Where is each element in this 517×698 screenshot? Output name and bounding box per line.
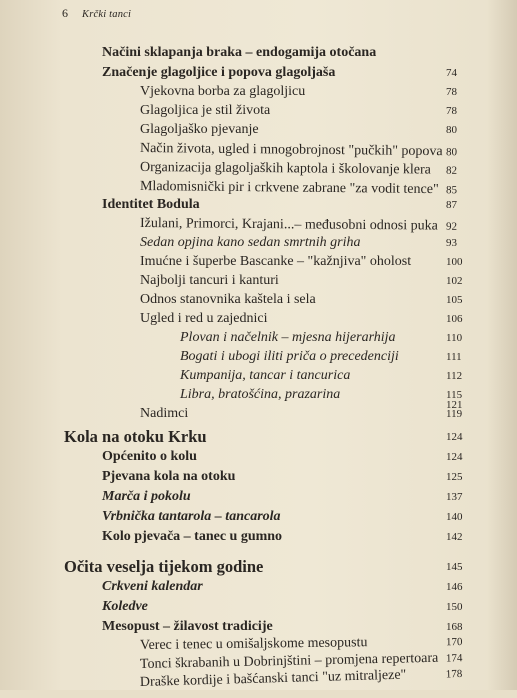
toc-entry-page: 178: [445, 667, 463, 681]
toc-entry: [0, 428, 517, 448]
toc-entry-title: Pjevana kola na otoku: [102, 469, 236, 484]
toc-entry-page: 80: [446, 124, 457, 136]
toc-entry-page: 150: [446, 601, 463, 613]
toc-entry-title: Kolo pjevača – tanec u gumno: [102, 529, 283, 544]
toc-entry: [0, 448, 517, 468]
toc-entry-page: 145: [446, 561, 463, 573]
toc-entry-page: 78: [446, 105, 457, 117]
toc-entry-title: Način života, ugled i mnogobrojnost "pučkih" popova: [139, 141, 443, 160]
toc-entry-title: Verec i tenec u omišaljskome mesopustu: [139, 635, 368, 653]
toc-entry-title: Bogati i ubogi iliti priča o precedenciji: [180, 349, 399, 364]
toc-entry-title: Marča i pokolu: [102, 489, 191, 504]
toc-entry-page: 115: [446, 389, 463, 401]
toc-entry-page: 119: [446, 408, 463, 420]
toc-entry-title: Koledve: [102, 599, 148, 614]
toc-entry: [0, 508, 517, 528]
toc-entry-page: 110: [446, 332, 463, 344]
page-number: 6: [62, 6, 68, 20]
toc-entry-page: 74: [446, 67, 457, 79]
toc-entry-title: Odnos stanovnika kaštela i sela: [140, 292, 316, 307]
toc-entry-title: Identitet Bodula: [102, 197, 200, 212]
toc-entry: [0, 310, 517, 330]
toc-entry-page: 93: [446, 237, 457, 249]
toc-entry-page: 137: [446, 491, 463, 503]
toc-entry-page: 170: [445, 636, 463, 649]
toc-entry-page: 85: [445, 184, 458, 197]
toc-entry-title: Najbolji tancuri i kanturi: [140, 273, 279, 288]
toc-entry: [0, 348, 517, 368]
toc-entry-page: 100: [446, 256, 463, 268]
toc-entry: [0, 291, 517, 311]
toc-entry-page: 105: [446, 294, 463, 306]
toc-entry-page: 174: [445, 652, 463, 665]
toc-entry-page: 78: [446, 86, 457, 98]
toc-entry-title: Načini sklapanja braka – endogamija otočana: [102, 45, 377, 60]
toc-entry: [0, 396, 517, 416]
toc-entry: [0, 272, 517, 292]
toc-entry-page: 124: [446, 451, 463, 463]
toc-entry-title: Imućne i šuperbe Bascanke – "kažnjiva" oholost: [140, 254, 412, 269]
toc-entry: [0, 329, 517, 349]
toc-entry-page: 142: [446, 531, 463, 543]
toc-entry: [0, 121, 517, 141]
toc-entry: [0, 468, 517, 488]
toc-entry: [0, 196, 517, 216]
toc-entry-page: 82: [445, 164, 458, 177]
toc-entry-page: 102: [446, 275, 463, 287]
toc-entry-page: 112: [446, 370, 463, 382]
toc-entry: [0, 64, 517, 84]
toc-entry-page: 121: [446, 399, 463, 411]
toc-entry-page: 80: [445, 146, 458, 159]
toc-entry-title: Vrbnička tantarola – tancarola: [102, 509, 281, 524]
toc-entry-page: 111: [446, 351, 462, 363]
toc-entry-page: 140: [446, 511, 463, 523]
toc-entry-title: Plovan i načelnik – mjesna hijerarhija: [180, 330, 396, 345]
toc-entry: [0, 598, 517, 618]
toc-entry-title: Crkveni kalendar: [102, 579, 203, 594]
toc-entry-title: Očita veselja tijekom godine: [64, 557, 264, 576]
toc-entry: [0, 44, 517, 64]
toc-entry: [0, 558, 517, 578]
toc-entry: [0, 367, 517, 387]
toc-entry-title: Glagoljica je stil života: [140, 103, 271, 118]
toc-entry-title: Značenje glagoljice i popova glagoljaša: [102, 65, 336, 80]
toc-entry-title: Kola na otoku Krku: [64, 427, 207, 446]
toc-entry-title: Ižulani, Primorci, Krajani...– međusobni odnosi puka: [139, 216, 438, 234]
toc-entry-page: 168: [446, 621, 463, 633]
toc-entry: [0, 102, 517, 122]
toc-entry-title: Tonci škrabanih u Dobrinjštini – promjena repertoara: [139, 650, 439, 672]
toc-entry-title: Mladomisnički pir i crkvene zabrane "za vodit tence": [139, 179, 439, 198]
toc-entry: [0, 234, 517, 254]
toc-entry-page: 87: [446, 199, 457, 211]
toc-entry: [0, 83, 517, 103]
toc-entry-page: 125: [446, 471, 463, 483]
toc-entry-page: 92: [445, 220, 458, 233]
toc-entry-title: Općenito o kolu: [102, 449, 197, 464]
toc-entry-title: Draške kordije i bašćanski tanci "uz mitraljeze": [139, 667, 407, 690]
book-title: Krčki tanci: [82, 9, 132, 20]
toc-entry: [0, 578, 517, 598]
toc-entry-title: Sedan opjina kano sedan smrtnih griha: [140, 235, 361, 250]
toc-entry-page: 106: [446, 313, 463, 325]
toc-entry-title: Kumpanija, tancar i tancurica: [180, 368, 351, 383]
toc-entry-title: Glagoljaško pjevanje: [140, 122, 259, 137]
toc-entry-page: 124: [446, 431, 463, 443]
toc-entry: [0, 488, 517, 508]
toc-entry-title: Ugled i red u zajednici: [140, 311, 268, 326]
toc-entry: [0, 528, 517, 548]
toc-entry-title: Mesopust – žilavost tradicije: [102, 619, 273, 634]
toc-entry-title: Nadimci: [140, 406, 189, 421]
toc-entry-page: 146: [446, 581, 463, 593]
toc-entry-title: Libra, bratošćina, prazarina: [180, 387, 341, 402]
toc-entry: [0, 253, 517, 273]
toc-entry-title: Vjekovna borba za glagoljicu: [140, 84, 306, 99]
toc-entry-title: Organizacija glagoljaških kaptola i školovanje klera: [139, 160, 432, 178]
